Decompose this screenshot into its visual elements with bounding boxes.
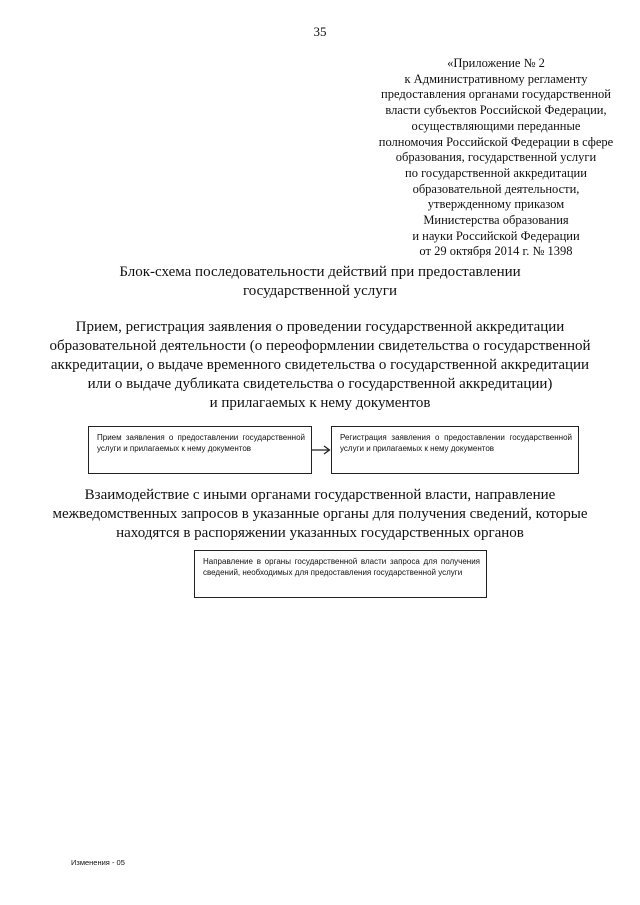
section-line: или о выдаче дубликата свидетельства о государственной аккредитации)	[87, 376, 553, 392]
section-line: аккредитации, о выдаче временного свидетельства о государственной аккредитации	[50, 357, 590, 373]
section-line: находятся в распоряжении указанных государственных органов	[116, 525, 524, 541]
page-number: 35	[313, 24, 327, 39]
appendix-header	[360, 56, 632, 260]
appendix-line: по государственной аккредитации	[405, 165, 587, 180]
section-interaction-heading	[0, 486, 640, 543]
flow-box-registration: Регистрация заявления о предоставлении государственной услуги и прилагаемых к нему документов	[331, 426, 579, 474]
footer-revision: Изменения - 05	[71, 858, 125, 867]
section-line: образовательной деятельности (о переоформлении свидетельства о государственной	[49, 338, 591, 354]
appendix-line: осуществляющими переданные	[411, 118, 581, 133]
section-line: и прилагаемых к нему документов	[209, 395, 431, 411]
appendix-line: и науки Российской Федерации	[412, 228, 580, 243]
appendix-line: власти субъектов Российской Федерации,	[385, 103, 607, 118]
title-line: Блок-схема последовательности действий при предоставлении	[119, 264, 521, 280]
flow-box-reception: Прием заявления о предоставлении государственной услуги и прилагаемых к нему документов	[88, 426, 312, 474]
appendix-line: образования, государственной услуги	[395, 150, 597, 165]
section-line: Прием, регистрация заявления о проведении государственной аккредитации	[75, 319, 565, 335]
appendix-line: полномочия Российской Федерации в сфере	[378, 134, 614, 149]
document-title	[0, 263, 640, 301]
appendix-line: Министерства образования	[423, 213, 569, 228]
appendix-line: утвержденному приказом	[427, 197, 565, 212]
section-line: Взаимодействие с иными органами государственной власти, направление	[84, 487, 556, 503]
title-line: государственной услуги	[243, 283, 397, 299]
appendix-line: «Приложение № 2	[447, 56, 545, 70]
flow-arrow-right-icon	[312, 444, 331, 456]
appendix-line: предоставления органами государственной	[381, 87, 611, 102]
flow-box-request: Направление в органы государственной власти запроса для получения сведений, необходимых для предоставления государственной услуги	[194, 550, 487, 598]
appendix-line: образовательной деятельности,	[412, 181, 580, 196]
appendix-line: от 29 октября 2014 г. № 1398	[419, 244, 573, 259]
section-line: межведомственных запросов в указанные органы для получения сведений, которые	[52, 506, 588, 522]
appendix-line: к Административному регламенту	[404, 71, 588, 86]
section-reception-heading	[0, 318, 640, 413]
